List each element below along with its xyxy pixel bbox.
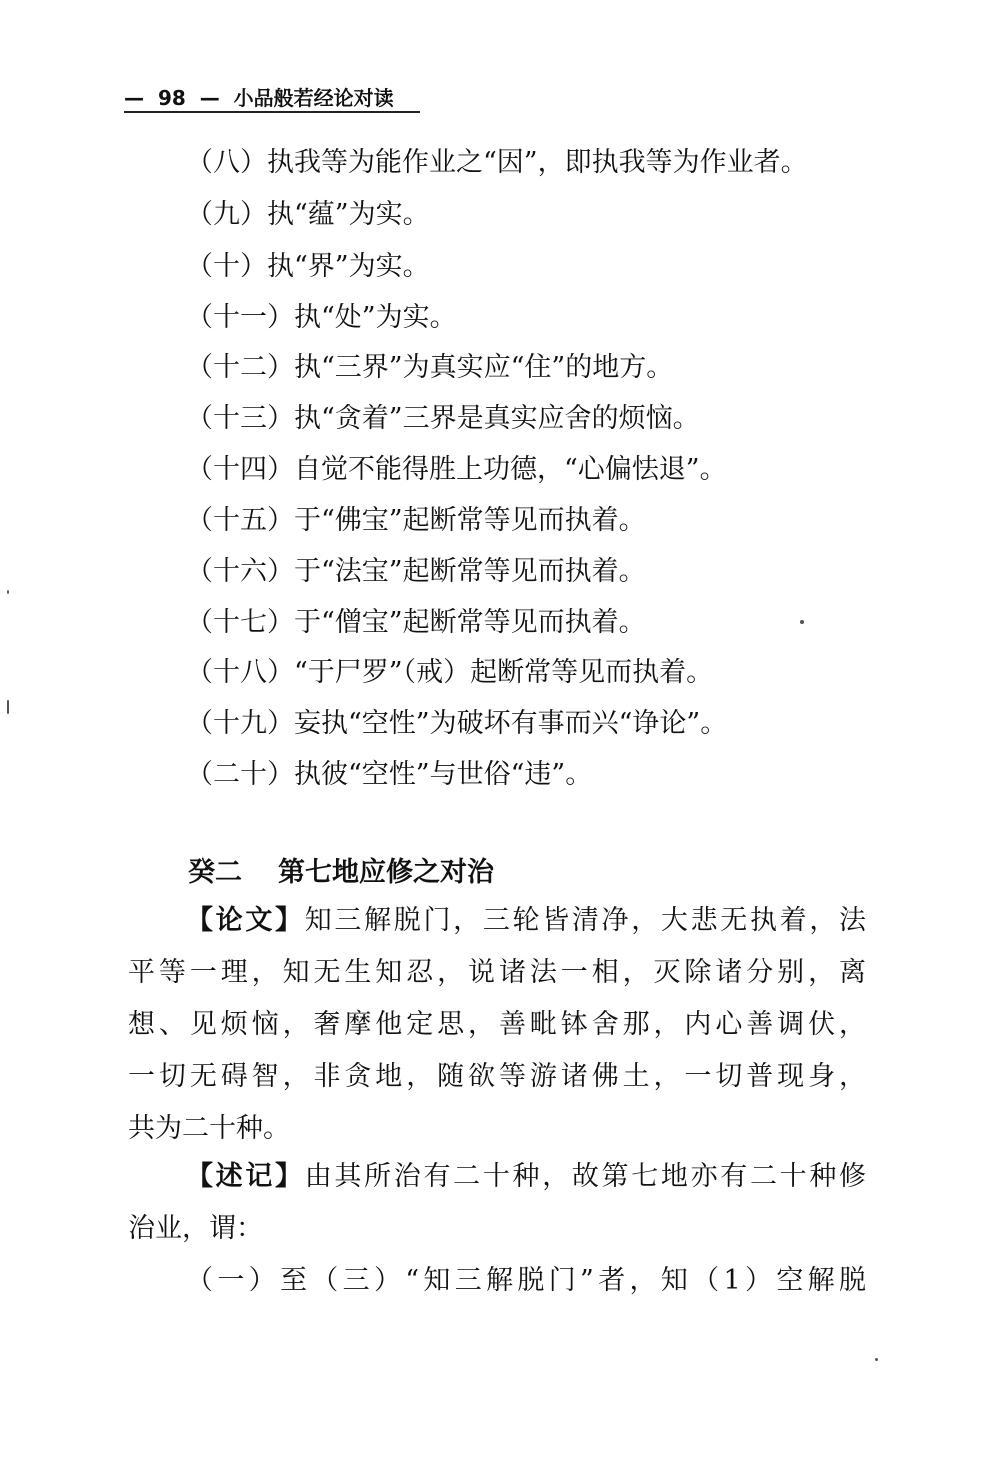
header-dash-left: — bbox=[124, 86, 158, 110]
last-line: （一）至（三）“知三解脱门”者，知（1）空解脱 bbox=[186, 1265, 866, 1296]
lunwen-line-5: 共为二十种。 bbox=[128, 1113, 290, 1144]
lunwen-line-2: 平等一理，知无生知忍，说诸法一相，灭除诸分别，离 bbox=[128, 957, 866, 988]
lunwen-tag: 【论文】 bbox=[186, 905, 305, 936]
lunwen-line-3: 想、见烦恼，奢摩他定思，善毗钵舍那，内心善调伏， bbox=[128, 1009, 866, 1040]
book-title: 小品般若经论对读 bbox=[233, 86, 394, 110]
lunwen-line-4: 一切无碍智，非贪地，随欲等游诸佛土，一切普现身， bbox=[128, 1061, 866, 1092]
page-number: 98 bbox=[157, 86, 186, 110]
scan-speck bbox=[800, 620, 804, 624]
section-title: 第七地应修之对治 bbox=[278, 857, 494, 888]
scan-speck bbox=[7, 700, 9, 714]
list-item-12: （十二）执“三界”为真实应“住”的地方。 bbox=[186, 352, 674, 383]
section-number: 癸二 bbox=[188, 857, 242, 888]
running-header bbox=[124, 82, 424, 112]
list-item-13: （十三）执“贪着”三界是真实应舍的烦恼。 bbox=[186, 403, 700, 434]
list-item-11: （十一）执“处”为实。 bbox=[186, 302, 457, 333]
lunwen-text-1: 知三解脱门，三轮皆清净，大悲无执着，法 bbox=[304, 905, 867, 936]
list-item-9: （九）执“蕴”为实。 bbox=[186, 199, 430, 230]
list-item-20: （二十）执彼“空性”与世俗“违”。 bbox=[186, 759, 593, 790]
shuji-line-2: 治业，谓： bbox=[128, 1213, 263, 1244]
list-item-17: （十七）于“僧宝”起断常等见而执着。 bbox=[186, 607, 646, 638]
scan-speck bbox=[875, 1358, 878, 1361]
list-item-8: （八）执我等为能作业之“因”，即执我等为作业者。 bbox=[186, 147, 808, 178]
list-item-10: （十）执“界”为实。 bbox=[186, 251, 430, 282]
shuji-text-1: 由其所治有二十种，故第七地亦有二十种修 bbox=[304, 1161, 867, 1192]
list-item-14: （十四）自觉不能得胜上功德，“心偏怯退”。 bbox=[186, 454, 727, 485]
list-item-18: （十八）“于尸罗”（戒）起断常等见而执着。 bbox=[186, 657, 714, 688]
list-item-19: （十九）妄执“空性”为破坏有事而兴“诤论”。 bbox=[186, 708, 728, 739]
list-item-15: （十五）于“佛宝”起断常等见而执着。 bbox=[186, 505, 646, 536]
header-dash-right: — bbox=[185, 86, 234, 110]
shuji-tag: 【述记】 bbox=[186, 1161, 305, 1192]
header-rule bbox=[124, 111, 420, 113]
scan-speck bbox=[7, 590, 9, 594]
shuji-line-1 bbox=[186, 1160, 866, 1194]
list-item-16: （十六）于“法宝”起断常等见而执着。 bbox=[186, 556, 646, 587]
lunwen-line-1 bbox=[186, 904, 866, 938]
section-heading bbox=[188, 856, 494, 890]
